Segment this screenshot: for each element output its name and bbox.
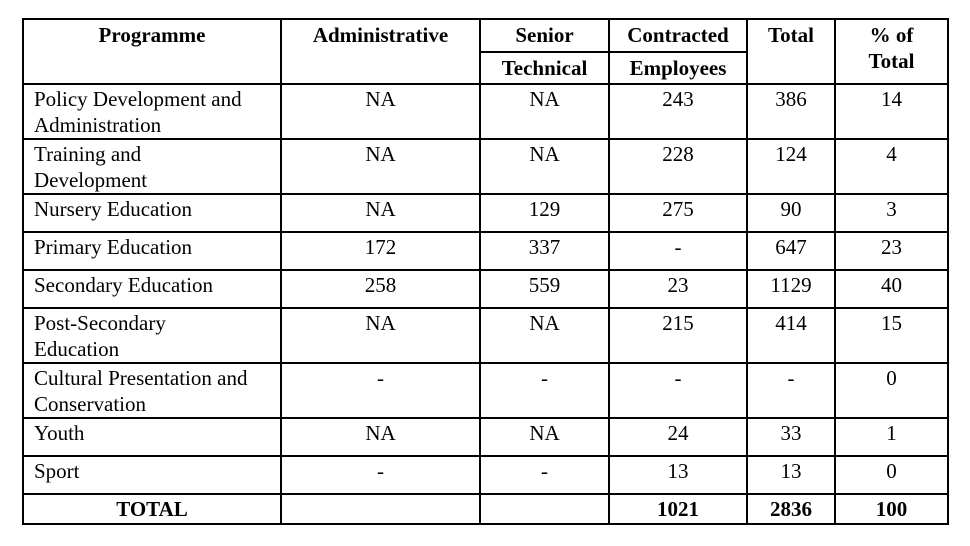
header-contracted-line2: Employees	[609, 52, 747, 84]
header-senior-line2: Technical	[480, 52, 609, 84]
table-body	[23, 84, 948, 494]
cell-total: 13	[747, 456, 835, 494]
cell-programme	[23, 308, 281, 363]
cell-contracted: 23	[609, 270, 747, 308]
cell-pct: 40	[835, 270, 948, 308]
programme-line: Youth	[34, 421, 85, 445]
table-row	[23, 194, 948, 232]
cell-programme	[23, 270, 281, 308]
table-row	[23, 308, 948, 363]
cell-programme	[23, 232, 281, 270]
cell-contracted: 24	[609, 418, 747, 456]
cell-senior: 337	[480, 232, 609, 270]
header-administrative: Administrative	[281, 19, 480, 84]
header-programme: Programme	[23, 19, 281, 84]
cell-programme	[23, 194, 281, 232]
cell-senior: NA	[480, 418, 609, 456]
header-total: Total	[747, 19, 835, 84]
cell-contracted: 275	[609, 194, 747, 232]
table-row	[23, 232, 948, 270]
cell-programme	[23, 456, 281, 494]
header-pct-line2: Total	[868, 49, 915, 73]
total-pct: 100	[835, 494, 948, 524]
cell-senior: NA	[480, 84, 609, 139]
cell-pct: 1	[835, 418, 948, 456]
cell-contracted: -	[609, 363, 747, 418]
cell-administrative: NA	[281, 139, 480, 194]
cell-programme	[23, 139, 281, 194]
cell-contracted: 228	[609, 139, 747, 194]
total-senior	[480, 494, 609, 524]
programme-line: Primary Education	[34, 235, 193, 259]
cell-total: 33	[747, 418, 835, 456]
programme-line: Nursery Education	[34, 197, 193, 221]
cell-senior: 559	[480, 270, 609, 308]
cell-administrative: NA	[281, 194, 480, 232]
total-contracted: 1021	[609, 494, 747, 524]
total-total: 2836	[747, 494, 835, 524]
cell-pct: 0	[835, 456, 948, 494]
cell-pct: 23	[835, 232, 948, 270]
cell-total: 124	[747, 139, 835, 194]
cell-pct: 0	[835, 363, 948, 418]
programme-line: Post-Secondary	[34, 311, 166, 335]
cell-administrative: NA	[281, 418, 480, 456]
table-row	[23, 418, 948, 456]
programme-line: Sport	[34, 459, 80, 483]
cell-administrative: NA	[281, 84, 480, 139]
cell-total: 414	[747, 308, 835, 363]
total-administrative	[281, 494, 480, 524]
programme-line: Administration	[34, 113, 162, 137]
header-pct-of-total	[835, 19, 948, 84]
programme-line: Training and	[34, 142, 142, 166]
programme-line: Conservation	[34, 392, 146, 416]
table-row	[23, 139, 948, 194]
header-pct-line1: % of	[869, 23, 914, 47]
cell-total: 647	[747, 232, 835, 270]
table-row	[23, 270, 948, 308]
cell-programme	[23, 84, 281, 139]
cell-total: 90	[747, 194, 835, 232]
cell-programme	[23, 418, 281, 456]
cell-administrative: -	[281, 456, 480, 494]
cell-senior: NA	[480, 139, 609, 194]
cell-contracted: 243	[609, 84, 747, 139]
cell-pct: 14	[835, 84, 948, 139]
cell-pct: 15	[835, 308, 948, 363]
cell-senior: -	[480, 456, 609, 494]
programme-line: Development	[34, 168, 148, 192]
header-contracted-line1: Contracted	[609, 19, 747, 52]
cell-programme	[23, 363, 281, 418]
cell-pct: 3	[835, 194, 948, 232]
total-row	[23, 494, 948, 524]
table-row	[23, 84, 948, 139]
cell-administrative: NA	[281, 308, 480, 363]
programme-line: Policy Development and	[34, 87, 242, 111]
cell-total: 386	[747, 84, 835, 139]
header-senior-line1: Senior	[480, 19, 609, 52]
cell-contracted: 215	[609, 308, 747, 363]
table-row	[23, 363, 948, 418]
programme-staffing-table	[22, 18, 949, 525]
cell-administrative: 258	[281, 270, 480, 308]
programme-line: Cultural Presentation and	[34, 366, 248, 390]
cell-administrative: -	[281, 363, 480, 418]
cell-contracted: 13	[609, 456, 747, 494]
cell-total: -	[747, 363, 835, 418]
cell-senior: 129	[480, 194, 609, 232]
cell-contracted: -	[609, 232, 747, 270]
cell-senior: NA	[480, 308, 609, 363]
cell-pct: 4	[835, 139, 948, 194]
cell-administrative: 172	[281, 232, 480, 270]
cell-senior: -	[480, 363, 609, 418]
programme-line: Secondary Education	[34, 273, 214, 297]
total-label: TOTAL	[23, 494, 281, 524]
programme-line: Education	[34, 337, 120, 361]
cell-total: 1129	[747, 270, 835, 308]
table-row	[23, 456, 948, 494]
